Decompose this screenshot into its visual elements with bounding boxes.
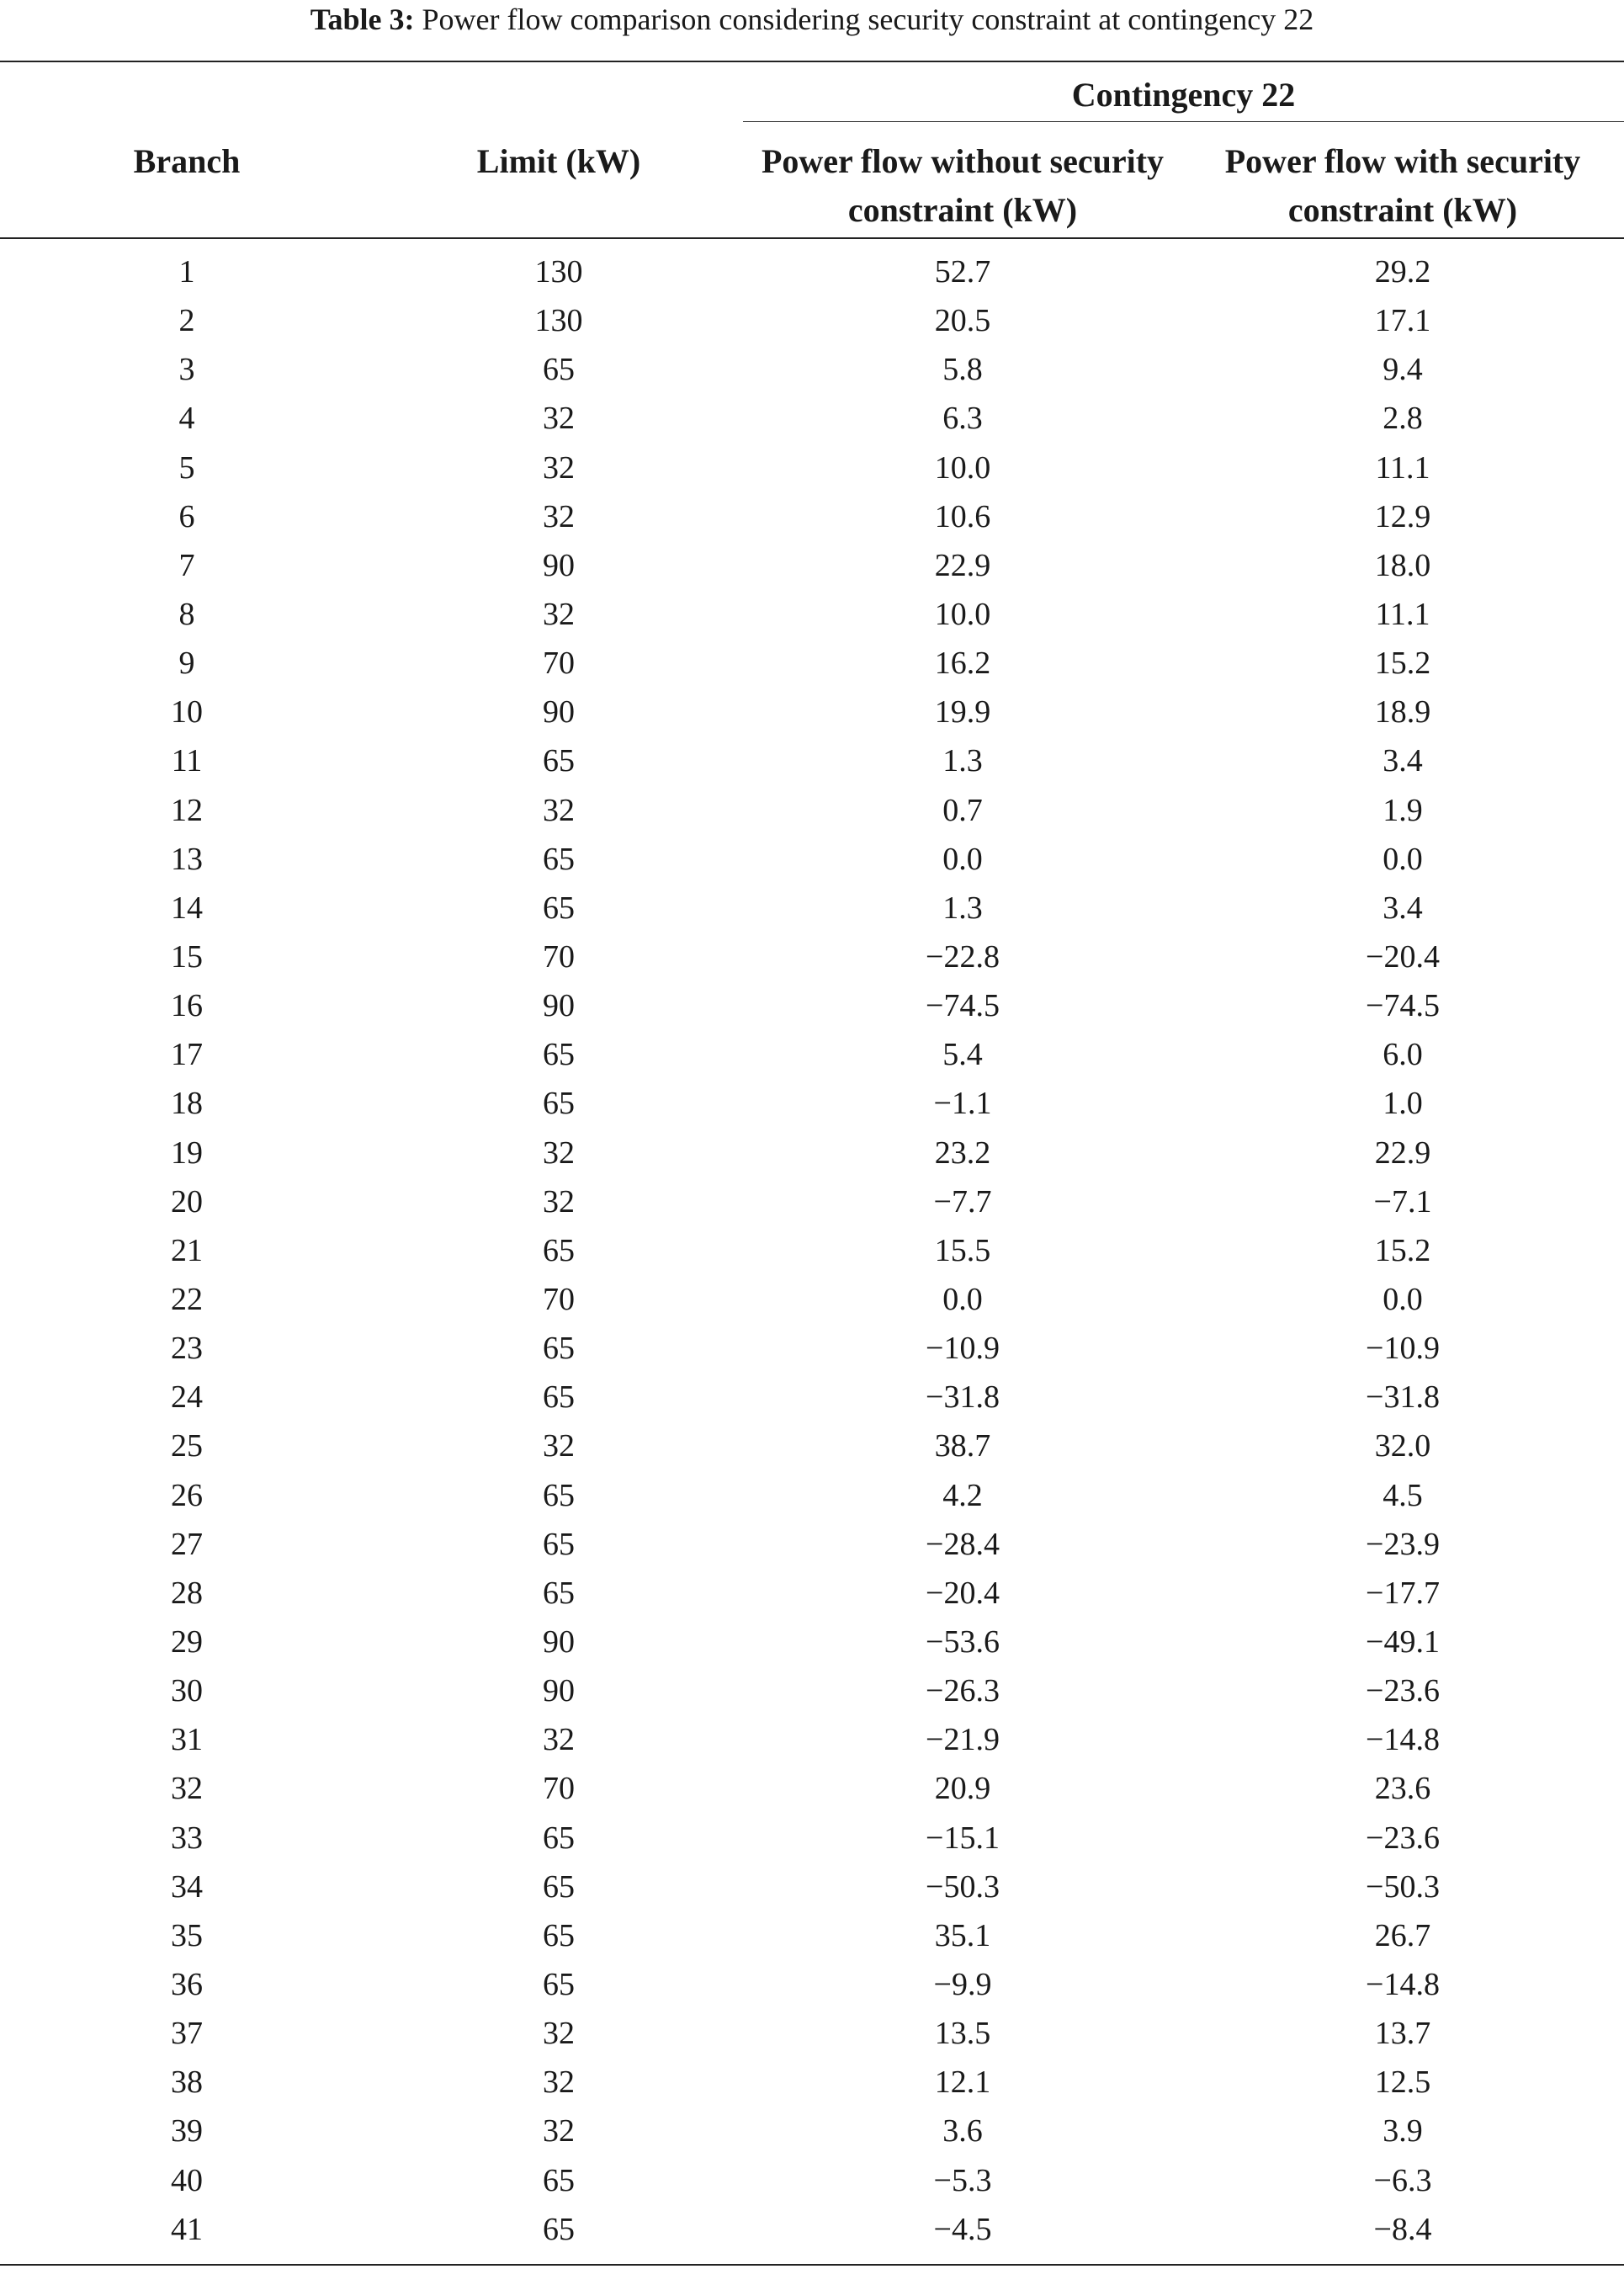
table-row (0, 247, 1624, 296)
limit-cell: 65 (543, 743, 575, 779)
with-cell: −10.9 (1366, 1331, 1440, 1367)
without-cell: 10.0 (934, 597, 991, 633)
table-caption (0, 0, 1624, 42)
without-cell: 23.2 (934, 1134, 991, 1171)
with-cell: 3.4 (1383, 743, 1423, 779)
table-row (0, 541, 1624, 590)
branch-cell: 3 (178, 352, 195, 388)
table-row (0, 1079, 1624, 1128)
with-cell: 29.2 (1374, 254, 1431, 290)
branch-cell: 22 (171, 1282, 203, 1318)
branch-cell: 1 (178, 254, 195, 290)
without-cell: 3.6 (942, 2113, 983, 2149)
without-cell: 5.8 (942, 352, 983, 388)
table-row (0, 444, 1624, 492)
table-row (0, 1324, 1624, 1373)
branch-cell: 10 (171, 694, 203, 731)
branch-cell: 28 (171, 1575, 203, 1611)
with-cell: 13.7 (1374, 2016, 1431, 2052)
with-cell: 23.6 (1374, 1771, 1431, 1807)
limit-cell: 65 (543, 1331, 575, 1367)
table-row (0, 639, 1624, 688)
branch-cell: 2 (178, 303, 195, 339)
without-cell: −15.1 (926, 1820, 1000, 1856)
table-row (0, 296, 1624, 345)
without-cell: 20.9 (934, 1771, 991, 1807)
table-row (0, 394, 1624, 443)
table-row (0, 345, 1624, 394)
table-row (0, 1911, 1624, 1960)
table-row (0, 2058, 1624, 2107)
limit-cell: 32 (543, 2113, 575, 2149)
limit-cell: 90 (543, 694, 575, 731)
without-cell: 5.4 (942, 1037, 983, 1073)
table-row (0, 1960, 1624, 2009)
limit-cell: 90 (543, 1673, 575, 1709)
table-row (0, 2205, 1624, 2254)
branch-cell: 27 (171, 1526, 203, 1562)
limit-cell: 65 (543, 841, 575, 877)
with-cell: 15.2 (1374, 1232, 1431, 1268)
with-cell: 11.1 (1375, 597, 1430, 633)
branch-cell: 9 (178, 646, 195, 682)
branch-cell: 38 (171, 2064, 203, 2101)
with-cell: −7.1 (1373, 1183, 1432, 1220)
table-body (0, 247, 1624, 2254)
with-cell: 9.4 (1383, 352, 1423, 388)
without-cell: −7.7 (933, 1183, 992, 1220)
with-cell: 0.0 (1383, 1282, 1423, 1318)
limit-cell: 65 (543, 2162, 575, 2198)
with-cell: 15.2 (1374, 646, 1431, 682)
branch-cell: 13 (171, 841, 203, 877)
table-row (0, 1569, 1624, 1618)
branch-cell: 5 (178, 449, 195, 486)
branch-cell: 35 (171, 1917, 203, 1953)
table-row (0, 1666, 1624, 1715)
branch-cell: 21 (171, 1232, 203, 1268)
with-cell: 2.8 (1383, 401, 1423, 437)
bottom-rule (0, 2264, 1624, 2266)
table-row (0, 1862, 1624, 1911)
limit-cell: 32 (543, 449, 575, 486)
header-power-flow-without: Power flow without security constraint (kW) (761, 142, 1165, 229)
without-cell: 35.1 (934, 1917, 991, 1953)
branch-cell: 8 (178, 597, 195, 633)
without-cell: 1.3 (942, 890, 983, 926)
top-rule (0, 61, 1624, 62)
without-cell: 20.5 (934, 303, 991, 339)
without-cell: −5.3 (933, 2162, 992, 2198)
without-cell: 1.3 (942, 743, 983, 779)
limit-cell: 65 (543, 1575, 575, 1611)
without-cell: 16.2 (934, 646, 991, 682)
without-cell: −50.3 (926, 1868, 1000, 1905)
header-power-flow-with: Power flow with security constraint (kW) (1224, 142, 1581, 229)
without-cell: 4.2 (942, 1477, 983, 1513)
limit-cell: 90 (543, 988, 575, 1024)
with-cell: 26.7 (1374, 1917, 1431, 1953)
caption-label: Table 3: (310, 3, 415, 36)
table-row (0, 884, 1624, 933)
header-rule (0, 237, 1624, 239)
branch-cell: 20 (171, 1183, 203, 1220)
without-cell: 10.0 (934, 449, 991, 486)
table-row (0, 1715, 1624, 1764)
table-row (0, 736, 1624, 785)
with-cell: 3.4 (1383, 890, 1423, 926)
branch-cell: 14 (171, 890, 203, 926)
table-row (0, 835, 1624, 884)
branch-cell: 6 (178, 498, 195, 534)
limit-cell: 32 (543, 792, 575, 828)
limit-cell: 32 (543, 498, 575, 534)
with-cell: 18.0 (1374, 547, 1431, 583)
with-cell: 1.0 (1383, 1086, 1423, 1122)
header-contingency-group: Contingency 22 (1071, 76, 1296, 114)
with-cell: 17.1 (1374, 303, 1431, 339)
with-cell: 4.5 (1383, 1477, 1423, 1513)
limit-cell: 90 (543, 1624, 575, 1660)
limit-cell: 70 (543, 646, 575, 682)
with-cell: −14.8 (1366, 1722, 1440, 1758)
branch-cell: 25 (171, 1428, 203, 1464)
limit-cell: 65 (543, 1966, 575, 2002)
table-row (0, 1226, 1624, 1275)
with-cell: 22.9 (1374, 1134, 1431, 1171)
table-row (0, 1177, 1624, 1226)
without-cell: 19.9 (934, 694, 991, 731)
with-cell: −17.7 (1366, 1575, 1440, 1611)
without-cell: 12.1 (934, 2064, 991, 2101)
without-cell: −28.4 (926, 1526, 1000, 1562)
limit-cell: 65 (543, 1086, 575, 1122)
without-cell: −74.5 (926, 988, 1000, 1024)
limit-cell: 32 (543, 2016, 575, 2052)
with-cell: 32.0 (1374, 1428, 1431, 1464)
without-cell: 13.5 (934, 2016, 991, 2052)
with-cell: 18.9 (1374, 694, 1431, 731)
branch-cell: 12 (171, 792, 203, 828)
without-cell: −21.9 (926, 1722, 1000, 1758)
limit-cell: 32 (543, 401, 575, 437)
branch-cell: 39 (171, 2113, 203, 2149)
limit-cell: 90 (543, 547, 575, 583)
table-row (0, 492, 1624, 541)
branch-cell: 18 (171, 1086, 203, 1122)
with-cell: −74.5 (1366, 988, 1440, 1024)
limit-cell: 65 (543, 1379, 575, 1416)
limit-cell: 65 (543, 1037, 575, 1073)
table-row (0, 1373, 1624, 1421)
with-cell: 11.1 (1375, 449, 1430, 486)
limit-cell: 32 (543, 1428, 575, 1464)
limit-cell: 65 (543, 1477, 575, 1513)
header-branch: Branch (133, 142, 241, 180)
table-row (0, 1764, 1624, 1813)
without-cell: 38.7 (934, 1428, 991, 1464)
table-row (0, 1814, 1624, 1862)
limit-cell: 65 (543, 352, 575, 388)
with-cell: −23.6 (1366, 1820, 1440, 1856)
with-cell: −8.4 (1373, 2211, 1432, 2247)
without-cell: −4.5 (933, 2211, 992, 2247)
branch-cell: 15 (171, 939, 203, 975)
branch-cell: 32 (171, 1771, 203, 1807)
limit-cell: 65 (543, 2211, 575, 2247)
table-row (0, 590, 1624, 639)
without-cell: 15.5 (934, 1232, 991, 1268)
branch-cell: 16 (171, 988, 203, 1024)
without-cell: 0.0 (942, 1282, 983, 1318)
without-cell: 6.3 (942, 401, 983, 437)
without-cell: −53.6 (926, 1624, 1000, 1660)
branch-cell: 40 (171, 2162, 203, 2198)
table-row (0, 2009, 1624, 2058)
branch-cell: 11 (171, 743, 203, 779)
with-cell: 12.9 (1374, 498, 1431, 534)
table-row (0, 786, 1624, 835)
limit-cell: 130 (534, 303, 583, 339)
branch-cell: 36 (171, 1966, 203, 2002)
table-row (0, 933, 1624, 981)
with-cell: −23.9 (1366, 1526, 1440, 1562)
limit-cell: 65 (543, 1526, 575, 1562)
without-cell: 0.7 (942, 792, 983, 828)
without-cell: 10.6 (934, 498, 991, 534)
without-cell: −10.9 (926, 1331, 1000, 1367)
without-cell: 22.9 (934, 547, 991, 583)
with-cell: −50.3 (1366, 1868, 1440, 1905)
with-cell: −31.8 (1366, 1379, 1440, 1416)
table-row (0, 2107, 1624, 2155)
with-cell: 3.9 (1383, 2113, 1423, 2149)
table-row (0, 1030, 1624, 1079)
branch-cell: 17 (171, 1037, 203, 1073)
without-cell: −1.1 (933, 1086, 992, 1122)
limit-cell: 65 (543, 1820, 575, 1856)
without-cell: 52.7 (934, 254, 991, 290)
with-cell: −14.8 (1366, 1966, 1440, 2002)
without-cell: −20.4 (926, 1575, 1000, 1611)
without-cell: 0.0 (942, 841, 983, 877)
group-rule (743, 121, 1624, 122)
with-cell: −23.6 (1366, 1673, 1440, 1709)
branch-cell: 29 (171, 1624, 203, 1660)
caption-text: Power flow comparison considering security constraint at contingency 22 (422, 3, 1314, 36)
table-row (0, 981, 1624, 1030)
limit-cell: 70 (543, 939, 575, 975)
without-cell: −26.3 (926, 1673, 1000, 1709)
branch-cell: 23 (171, 1331, 203, 1367)
limit-cell: 65 (543, 1232, 575, 1268)
with-cell: 12.5 (1374, 2064, 1431, 2101)
table-row (0, 1421, 1624, 1470)
table-row (0, 1471, 1624, 1520)
limit-cell: 32 (543, 2064, 575, 2101)
limit-cell: 130 (534, 254, 583, 290)
limit-cell: 32 (543, 1183, 575, 1220)
branch-cell: 33 (171, 1820, 203, 1856)
limit-cell: 70 (543, 1282, 575, 1318)
with-cell: −20.4 (1366, 939, 1440, 975)
limit-cell: 32 (543, 1134, 575, 1171)
table-row (0, 1275, 1624, 1324)
limit-cell: 70 (543, 1771, 575, 1807)
limit-cell: 32 (543, 1722, 575, 1758)
branch-cell: 37 (171, 2016, 203, 2052)
data-table (0, 247, 1624, 2254)
table-row (0, 2155, 1624, 2204)
with-cell: 1.9 (1383, 792, 1423, 828)
with-cell: 0.0 (1383, 841, 1423, 877)
branch-cell: 4 (178, 401, 195, 437)
table-row (0, 688, 1624, 736)
table-row (0, 1618, 1624, 1666)
without-cell: −22.8 (926, 939, 1000, 975)
limit-cell: 32 (543, 597, 575, 633)
with-cell: 6.0 (1383, 1037, 1423, 1073)
branch-cell: 24 (171, 1379, 203, 1416)
with-cell: −49.1 (1366, 1624, 1440, 1660)
branch-cell: 7 (178, 547, 195, 583)
with-cell: −6.3 (1373, 2162, 1432, 2198)
table-row (0, 1129, 1624, 1177)
limit-cell: 65 (543, 1868, 575, 1905)
without-cell: −31.8 (926, 1379, 1000, 1416)
limit-cell: 65 (543, 1917, 575, 1953)
without-cell: −9.9 (933, 1966, 992, 2002)
branch-cell: 41 (171, 2211, 203, 2247)
branch-cell: 26 (171, 1477, 203, 1513)
table-row (0, 1520, 1624, 1569)
branch-cell: 30 (171, 1673, 203, 1709)
branch-cell: 31 (171, 1722, 203, 1758)
branch-cell: 34 (171, 1868, 203, 1905)
header-limit: Limit (kW) (476, 142, 641, 180)
branch-cell: 19 (171, 1134, 203, 1171)
limit-cell: 65 (543, 890, 575, 926)
